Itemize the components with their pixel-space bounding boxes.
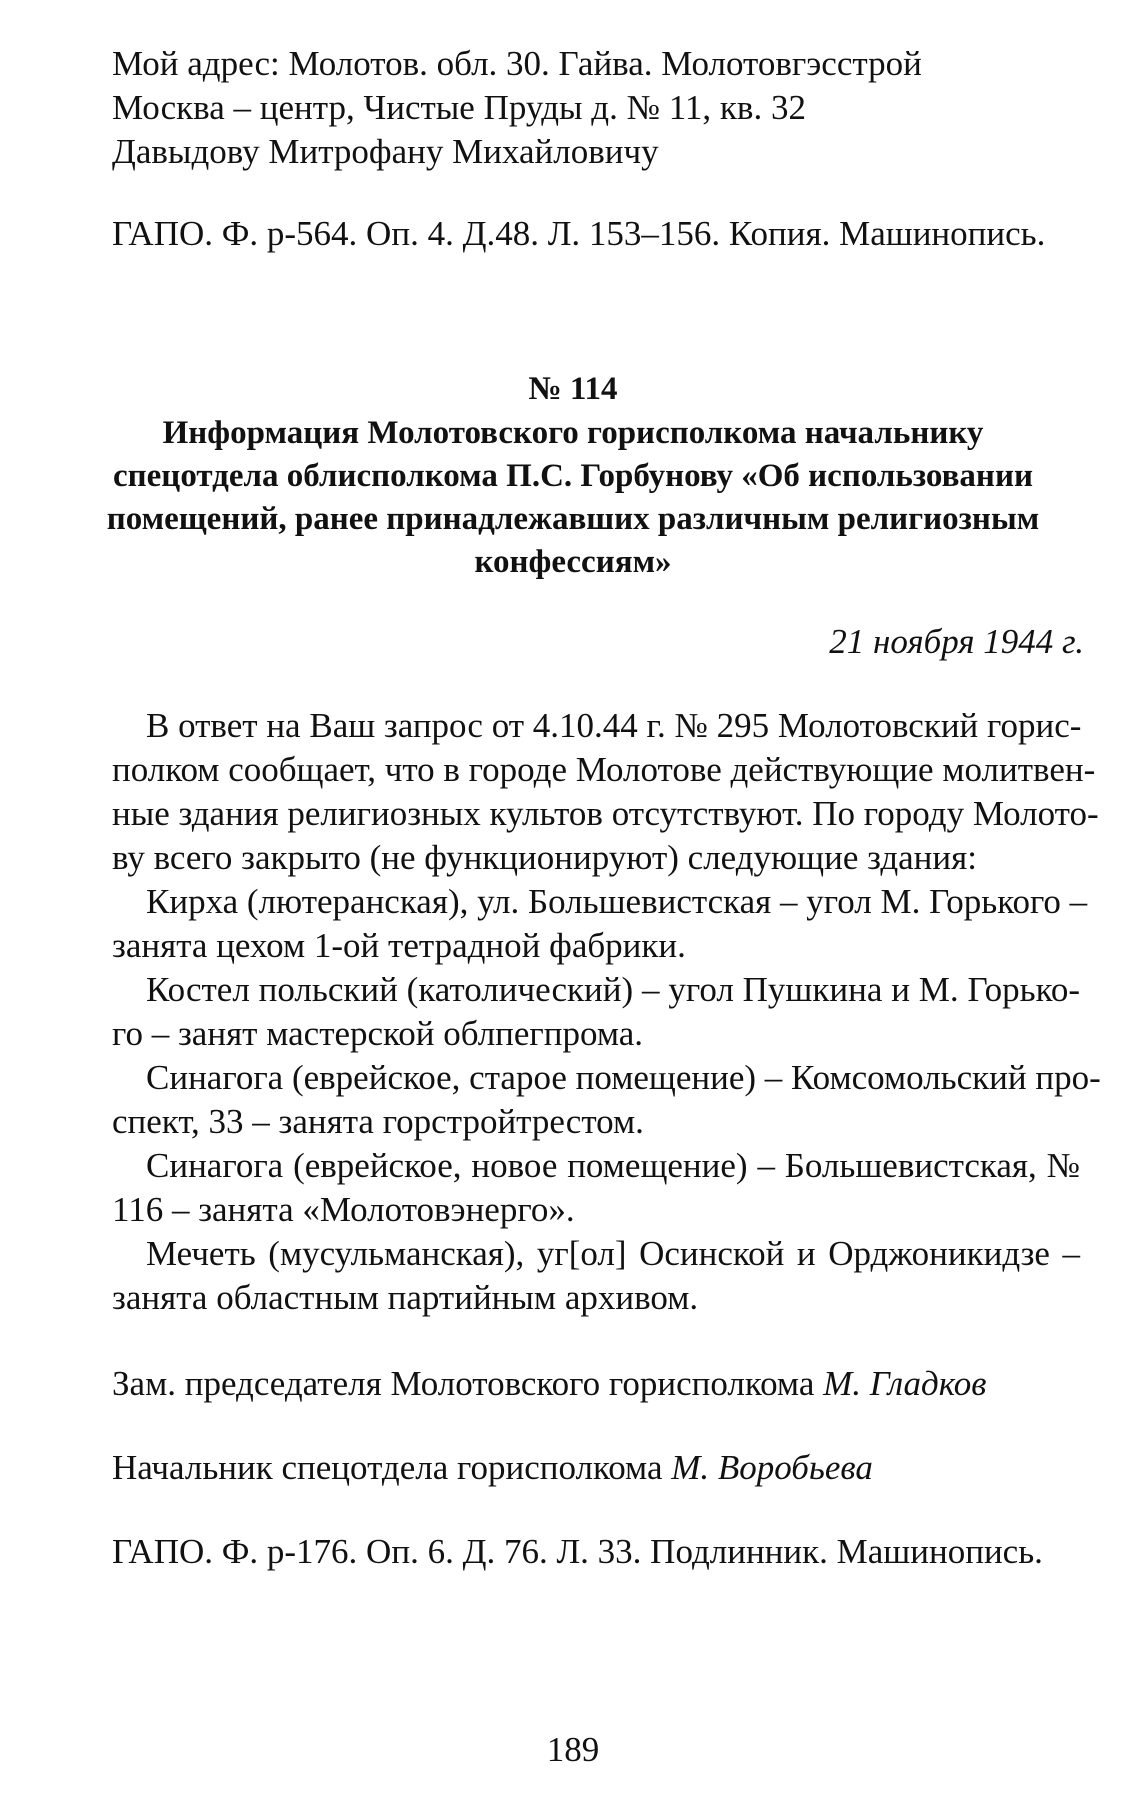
body-line-8: го – занят мастерской облпегпрома. xyxy=(112,1014,644,1053)
body-line-14: занята областным партийным архивом. xyxy=(112,1278,699,1317)
body-line-11: Синагога (еврейское, новое помещение) – Большевистская, № xyxy=(146,1146,1080,1185)
body-line-13: Мечеть (мусульманская), уг[ол] Осинской и Орджоникидзе – xyxy=(146,1234,1080,1273)
body-line-10: спект, 33 – занята горстройтрестом. xyxy=(112,1102,644,1141)
address-line-2: Москва – центр, Чистые Пруды д. № 11, кв. 32 xyxy=(112,88,806,127)
signature-1-name: М. Гладков xyxy=(823,1364,987,1403)
address-line-1: Мой адрес: Молотов. обл. 30. Гайва. Молотовгэсстрой xyxy=(112,44,922,83)
body-line-2: полком сообщает, что в городе Молотове действующие молитвен- xyxy=(112,750,1096,789)
archive-source-previous: ГАПО. Ф. р-564. Оп. 4. Д.48. Л. 153–156. Копия. Машинопись. xyxy=(112,214,1046,253)
body-line-4: ву всего закрыто (не функционируют) следующие здания: xyxy=(112,838,977,877)
document-number: № 114 xyxy=(528,371,618,407)
page-number: 189 xyxy=(546,1730,600,1769)
signature-2-position: Начальник спецотдела горисполкома xyxy=(112,1448,672,1487)
body-line-9: Синагога (еврейское, старое помещение) – Комсомольский про- xyxy=(146,1058,1101,1097)
body-line-7: Костел польский (католический) – угол Пушкина и М. Горько- xyxy=(146,970,1080,1009)
document-title-line-1: Информация Молотовского горисполкома начальнику xyxy=(162,415,984,451)
body-line-3: ные здания религиозных культов отсутствуют. По городу Молото- xyxy=(112,794,1099,833)
body-line-12: 116 – занята «Молотовэнерго». xyxy=(112,1190,575,1229)
document-title-line-2: спецотдела облисполкома П.С. Горбунову «Об использовании xyxy=(113,458,1033,494)
signature-1-position: Зам. председателя Молотовского горисполкома xyxy=(112,1364,824,1403)
document-date: 21 ноября 1944 г. xyxy=(829,622,1084,661)
document-title-line-3: помещений, ранее принадлежавших различным религиозным xyxy=(106,501,1040,537)
archive-source: ГАПО. Ф. р-176. Оп. 6. Д. 76. Л. 33. Подлинник. Машинопись. xyxy=(112,1532,1043,1571)
signature-1 xyxy=(112,1362,986,1406)
document-title-line-4: конфессиям» xyxy=(474,544,672,580)
body-line-5: Кирха (лютеранская), ул. Большевистская – угол М. Горького – xyxy=(146,882,1088,921)
body-line-6: занята цехом 1-ой тетрадной фабрики. xyxy=(112,926,686,965)
body-line-1: В ответ на Ваш запрос от 4.10.44 г. № 295 Молотовский горис- xyxy=(146,706,1082,745)
signature-2-name: М. Воробьева xyxy=(671,1448,873,1487)
signature-2 xyxy=(112,1446,873,1490)
address-line-3: Давыдову Митрофану Михайловичу xyxy=(112,132,659,171)
